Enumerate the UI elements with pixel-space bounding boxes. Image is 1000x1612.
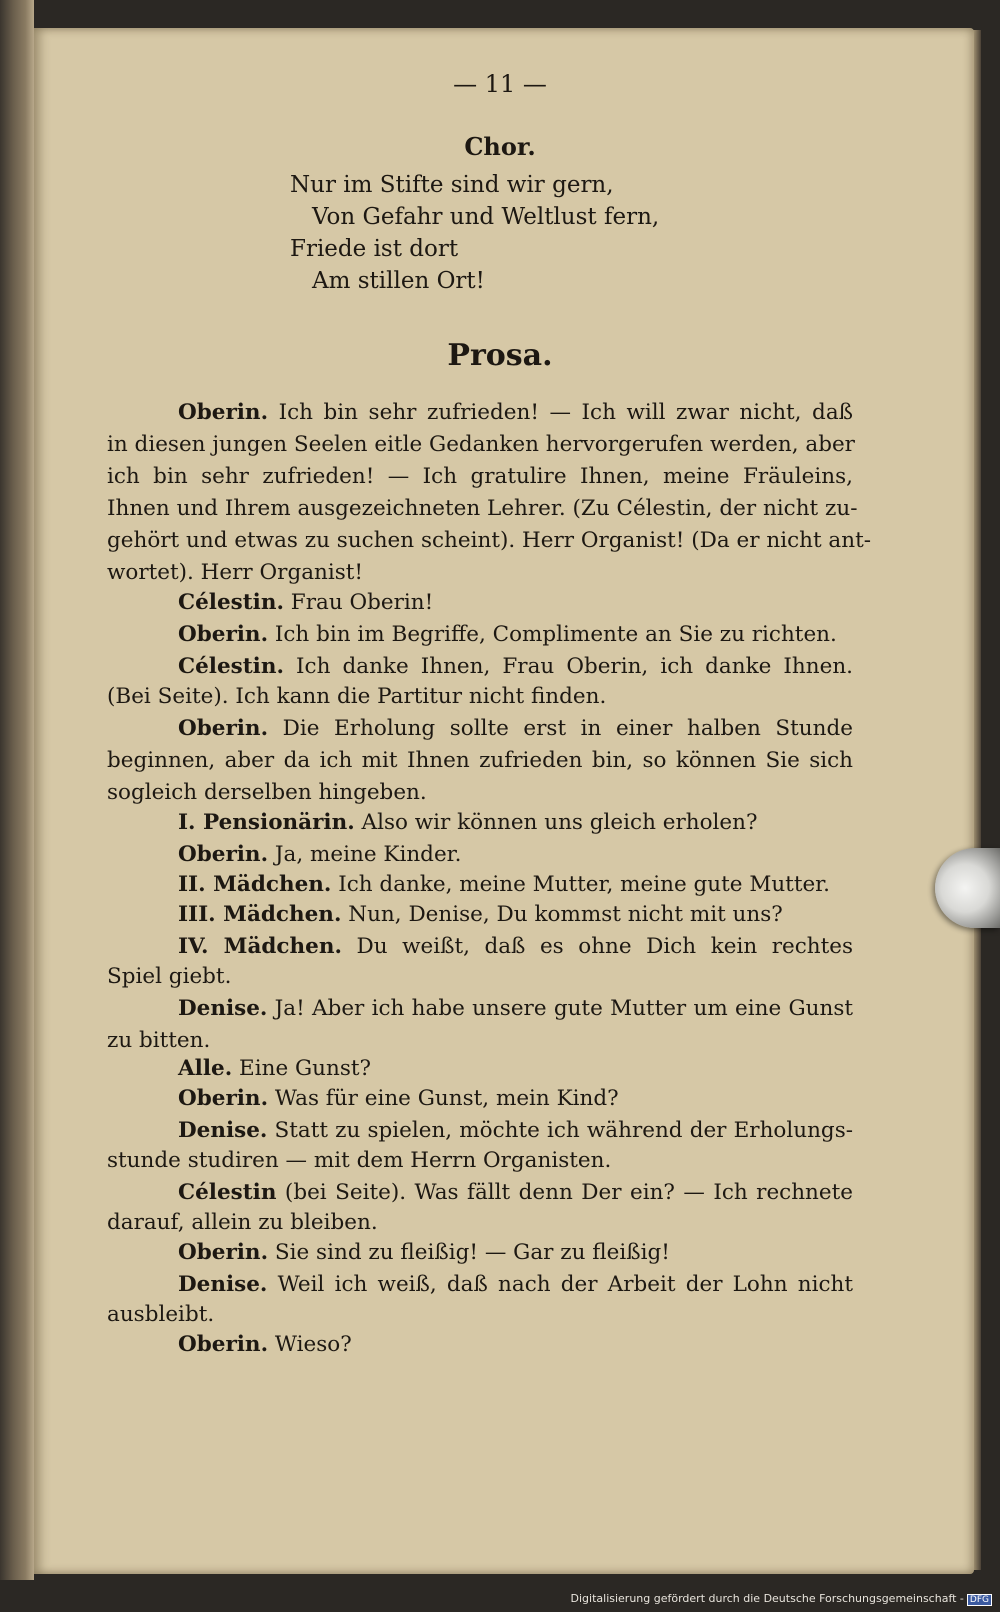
line-text: Ich bin im Begriffe, Complimente an Sie zu richten. [268,622,837,647]
text-line [178,1240,853,1265]
speaker-name: Oberin. [178,1332,269,1357]
line-text: Wieso? [268,1332,352,1357]
verse-line: Friede ist dort [290,236,459,262]
text-line [107,464,853,489]
speaker-name: IV. Mädchen. [178,934,342,959]
heading-chor: Chor. [464,132,536,161]
line-text: zu bitten. [107,1028,211,1053]
line-text: Die Erholung sollte erst in einer halben Stunde [268,716,853,741]
line-text: beginnen, aber da ich mit Ihnen zufrieden bin, so können Sie sich [107,748,853,773]
speaker-name: Denise. [178,1118,268,1143]
speaker-name: II. Mädchen. [178,872,332,897]
speaker-name: Oberin. [178,1086,269,1111]
text-line [107,1302,853,1327]
line-text: Du weißt, daß es ohne Dich kein rechtes [341,934,853,959]
text-line [178,1272,853,1297]
speaker-name: Oberin. [178,400,269,425]
text-line [178,1086,853,1111]
footer-credit [571,1592,992,1606]
text-line [178,902,853,927]
line-text: (bei Seite). Was fällt denn Der ein? — Ich rechnete [276,1180,853,1205]
speaker-name: Denise. [178,1272,268,1297]
speaker-name: Célestin [178,1180,277,1205]
page-number: — 11 — [453,70,547,98]
speaker-name: Oberin. [178,622,269,647]
line-text: Statt zu spielen, möchte ich während der Erholungs- [267,1118,853,1143]
speaker-name: Denise. [178,996,268,1021]
text-line [178,1118,853,1143]
text-line [107,1210,853,1235]
speaker-name: Oberin. [178,716,269,741]
line-text: Nun, Denise, Du kommst nicht mit uns? [341,902,783,927]
speaker-name: I. Pensionärin. [178,810,355,835]
line-text: sogleich derselben hingeben. [107,780,427,805]
text-line [107,560,853,585]
text-line [178,716,853,741]
heading-prosa: Prosa. [447,338,553,373]
text-line [107,528,872,553]
text-line [107,1148,853,1173]
line-text: Ich danke Ihnen, Frau Oberin, ich danke Ihnen. [283,654,853,679]
text-line [107,432,853,457]
line-text: ausbleibt. [107,1302,215,1327]
text-line [107,684,853,709]
verse-line: Von Gefahr und Weltlust fern, [312,204,660,230]
footer-text: Digitalisierung gefördert durch die Deutsche Forschungsgemeinschaft - [570,1592,964,1605]
line-text: Ich bin sehr zufrieden! — Ich will zwar nicht, daß [268,400,853,425]
line-text: Ihnen und Ihrem ausgezeichneten Lehrer. (Zu Célestin, der nicht zu- [107,496,858,521]
text-line [178,810,853,835]
verse-line: Nur im Stifte sind wir gern, [290,172,614,198]
text-line [178,996,853,1021]
text-line [107,496,858,521]
speaker-name: III. Mädchen. [178,902,342,927]
line-text: Ja! Aber ich habe unsere gute Mutter um eine Gunst [267,996,853,1021]
line-text: Weil ich weiß, daß nach der Arbeit der Lohn nicht [267,1272,853,1297]
speaker-name: Oberin. [178,842,269,867]
line-text: wortet). Herr Organist! [107,560,364,585]
text-line [178,1056,853,1081]
line-text: darauf, allein zu bleiben. [107,1210,378,1235]
line-text: Also wir können uns gleich erholen? [354,810,758,835]
text-line [107,780,853,805]
text-line [107,748,853,773]
speaker-name: Alle. [178,1056,233,1081]
line-text: stunde studiren — mit dem Herrn Organisten. [107,1148,612,1173]
line-text: (Bei Seite). Ich kann die Partitur nicht finden. [107,684,607,709]
line-text: ich bin sehr zufrieden! — Ich gratulire Ihnen, meine Fräuleins, [107,464,853,489]
line-text: Frau Oberin! [283,590,434,615]
line-text: Ich danke, meine Mutter, meine gute Mutter. [331,872,830,897]
text-line [178,934,853,959]
text-line [178,1332,853,1357]
text-line [178,872,853,897]
line-text: Was für eine Gunst, mein Kind? [268,1086,619,1111]
dfg-logo: DFG [967,1594,992,1606]
text-line [178,1180,853,1205]
speaker-name: Célestin. [178,590,284,615]
text-line [107,964,853,989]
line-text: Ja, meine Kinder. [268,842,462,867]
line-text: gehört und etwas zu suchen scheint). Herr Organist! (Da er nicht ant- [107,528,872,553]
verse-line: Am stillen Ort! [312,268,485,294]
speaker-name: Oberin. [178,1240,269,1265]
text-line [178,654,853,679]
text-line [178,400,853,425]
speaker-name: Célestin. [178,654,284,679]
book-binding [0,0,34,1580]
text-line [178,842,853,867]
line-text: Sie sind zu fleißig! — Gar zu fleißig! [268,1240,670,1265]
line-text: Spiel giebt. [107,964,232,989]
text-line [178,590,853,615]
line-text: Eine Gunst? [232,1056,372,1081]
text-line [107,1028,853,1053]
line-text: in diesen jungen Seelen eitle Gedanken hervorgerufen werden, aber [107,432,855,457]
text-line [178,622,853,647]
